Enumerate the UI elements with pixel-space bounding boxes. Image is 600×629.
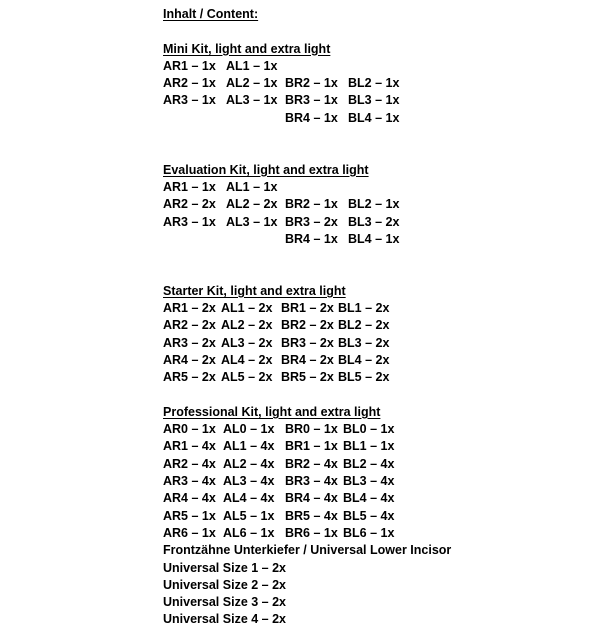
professional-kit-row [163,438,593,455]
starter-kit-cell: BL5 – 2x [338,370,390,385]
professional-kit-row [163,490,593,507]
starter-kit-cell: AR3 – 2x [163,335,216,350]
starter-kit-cell: AL4 – 2x [221,352,273,367]
evaluation-kit-row [163,214,593,231]
mini-kit-cell: AR2 – 1x [163,76,216,91]
evaluation-kit-cell: BL2 – 1x [348,197,400,212]
starter-kit-row [163,369,593,386]
professional-kit-cell: BL2 – 4x [343,456,395,471]
lower-incisor-title: Frontzähne Unterkiefer / Universal Lower Incisor [163,543,452,558]
universal-size-line: Universal Size 3 – 2x [163,595,286,610]
professional-kit-cell: BL3 – 4x [343,474,395,489]
starter-kit-row [163,335,593,352]
spacer [163,248,593,265]
spacer [163,144,593,161]
content-document [163,6,593,629]
professional-kit-heading: Professional Kit, light and extra light [163,404,381,419]
mini-kit-cell: BL3 – 1x [348,93,400,108]
professional-kit-cell: BR1 – 1x [285,439,338,454]
professional-kit-cell: AR5 – 1x [163,508,216,523]
starter-kit-row [163,352,593,369]
evaluation-kit-cell: AR1 – 1x [163,179,216,194]
starter-kit-heading: Starter Kit, light and extra light [163,283,346,298]
evaluation-kit-cell: BR4 – 1x [285,231,338,246]
professional-kit-cell: BL0 – 1x [343,422,395,437]
professional-kit-cell: AR0 – 1x [163,422,216,437]
professional-kit-row [163,456,593,473]
mini-kit-cell: BR2 – 1x [285,76,338,91]
evaluation-kit-cell: AL3 – 1x [226,214,278,229]
evaluation-kit-cell: BR3 – 2x [285,214,338,229]
universal-size-line: Universal Size 1 – 2x [163,560,286,575]
professional-kit-cell: AL4 – 4x [223,491,275,506]
evaluation-kit-row [163,179,593,196]
starter-kit-cell: BR2 – 2x [281,318,334,333]
professional-kit-cell: AR4 – 4x [163,491,216,506]
evaluation-kit-cell: AR2 – 2x [163,197,216,212]
starter-kit-cell: AL2 – 2x [221,318,273,333]
professional-kit-cell: BL6 – 1x [343,525,395,540]
professional-kit-cell: BR2 – 4x [285,456,338,471]
starter-kit-cell: BL3 – 2x [338,335,390,350]
professional-kit-row [163,473,593,490]
evaluation-kit-cell: BR2 – 1x [285,197,338,212]
starter-kit-cell: BR3 – 2x [281,335,334,350]
mini-kit-row [163,92,593,109]
professional-kit-row [163,508,593,525]
professional-kit-cell: AR3 – 4x [163,474,216,489]
professional-kit-cell: BL1 – 1x [343,439,395,454]
starter-kit-cell: BL1 – 2x [338,301,390,316]
starter-kit-cell: AR5 – 2x [163,370,216,385]
professional-kit-cell: AL0 – 1x [223,422,275,437]
professional-kit-cell: BR5 – 4x [285,508,338,523]
mini-kit-cell: BR3 – 1x [285,93,338,108]
starter-kit-cell: AR2 – 2x [163,318,216,333]
starter-kit-cell: BR5 – 2x [281,370,334,385]
mini-kit-cell: AR3 – 1x [163,93,216,108]
mini-kit-cell: BL2 – 1x [348,76,400,91]
professional-kit-cell: AL2 – 4x [223,456,275,471]
spacer [163,127,593,144]
spacer [163,387,593,404]
mini-kit-row [163,110,593,127]
mini-kit-cell: AL2 – 1x [226,76,278,91]
evaluation-kit-cell: AR3 – 1x [163,214,216,229]
spacer [163,265,593,282]
professional-kit-cell: AL1 – 4x [223,439,275,454]
professional-kit-cell: BL4 – 4x [343,491,395,506]
starter-kit-cell: AR1 – 2x [163,301,216,316]
universal-size-line: Universal Size 2 – 2x [163,577,286,592]
starter-kit-cell: AL1 – 2x [221,301,273,316]
professional-kit-cell: AR6 – 1x [163,525,216,540]
mini-kit-row [163,58,593,75]
evaluation-kit-cell: BL4 – 1x [348,231,400,246]
evaluation-kit-row [163,231,593,248]
universal-size-line: Universal Size 4 – 2x [163,612,286,627]
professional-kit-cell: AL6 – 1x [223,525,275,540]
professional-kit-cell: BR4 – 4x [285,491,338,506]
evaluation-kit-cell: AL2 – 2x [226,197,278,212]
professional-kit-cell: AL5 – 1x [223,508,275,523]
professional-kit-cell: BR6 – 1x [285,525,338,540]
starter-kit-cell: AR4 – 2x [163,352,216,367]
professional-kit-cell: AR2 – 4x [163,456,216,471]
mini-kit-cell: BR4 – 1x [285,110,338,125]
professional-kit-cell: BR0 – 1x [285,422,338,437]
professional-kit-cell: BR3 – 4x [285,474,338,489]
professional-kit-cell: AR1 – 4x [163,439,216,454]
evaluation-kit-row [163,196,593,213]
mini-kit-cell: AR1 – 1x [163,58,216,73]
starter-kit-cell: BR1 – 2x [281,301,334,316]
starter-kit-cell: BL2 – 2x [338,318,390,333]
professional-kit-row [163,525,593,542]
evaluation-kit-cell: AL1 – 1x [226,179,278,194]
mini-kit-row [163,75,593,92]
starter-kit-cell: AL3 – 2x [221,335,273,350]
starter-kit-cell: AL5 – 2x [221,370,273,385]
starter-kit-cell: BL4 – 2x [338,352,390,367]
professional-kit-cell: BL5 – 4x [343,508,395,523]
starter-kit-cell: BR4 – 2x [281,352,334,367]
mini-kit-cell: AL1 – 1x [226,58,278,73]
spacer [163,23,593,40]
evaluation-kit-heading: Evaluation Kit, light and extra light [163,162,369,177]
evaluation-kit-cell: BL3 – 2x [348,214,400,229]
starter-kit-row [163,300,593,317]
mini-kit-heading: Mini Kit, light and extra light [163,41,331,56]
professional-kit-cell: AL3 – 4x [223,474,275,489]
mini-kit-cell: BL4 – 1x [348,110,400,125]
starter-kit-row [163,317,593,334]
mini-kit-cell: AL3 – 1x [226,93,278,108]
professional-kit-row [163,421,593,438]
content-title: Inhalt / Content: [163,7,259,21]
